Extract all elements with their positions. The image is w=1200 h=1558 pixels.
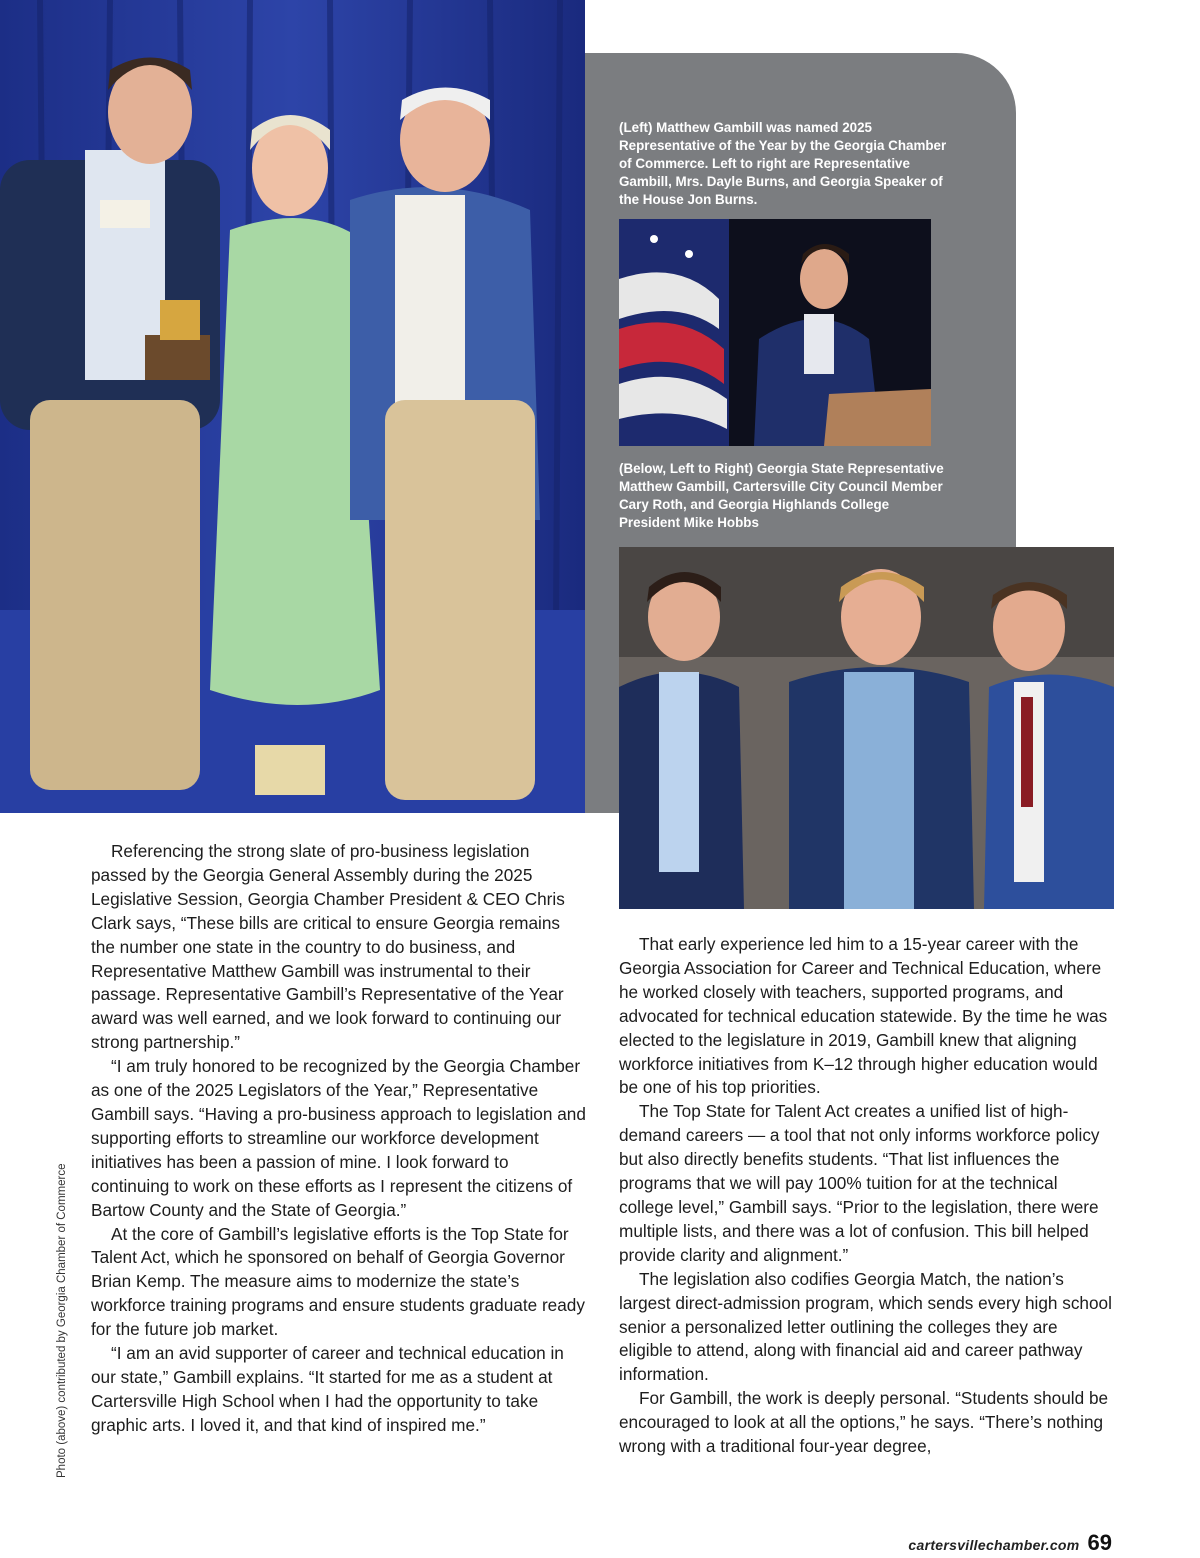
body-column-right xyxy=(619,933,1115,1459)
caption-left: (Left) Matthew Gambill was named 2025 Representative of the Year by the Georgia Chamber of Commerce. Left to right are Representative Gambill, Mrs. Dayle Burns, and Georgia Speaker of the House Jon Burns. xyxy=(619,120,947,207)
award-photo xyxy=(0,0,585,813)
paragraph: The Top State for Talent Act creates a unified list of high-demand careers — a tool that not only informs workforce policy but also directly benefits students. “That list influences the programs that we will pay 100% tuition for at the technical college level,” Gambill says. “Prior to the legislation, there were multiple lists, and there was a lot of confusion. This bill helped provide clarity and alignment.” xyxy=(619,1101,1100,1265)
paragraph: At the core of Gambill’s legislative efforts is the Top State for Talent Act, which he sponsored on behalf of Georgia Governor Brian Kemp. The measure aims to modernize the state’s workforce training programs and ensure students graduate ready for the future job market. xyxy=(91,1223,585,1340)
paragraph: The legislation also codifies Georgia Match, the nation’s largest direct-admission program, which sends every high school senior a personalized letter outlining the colleges they are eligible to attend, along with financial aid and career pathway information. xyxy=(619,1268,1112,1385)
paragraph: “I am an avid supporter of career and technical education in our state,” Gambill explains. “It started for me as a student at Cartersville High School when I had the opportunity to take graphic arts. I loved it, and that kind of inspired me.” xyxy=(91,1343,564,1435)
body-column-left xyxy=(91,840,587,1438)
photo-credit: Photo (above) contributed by Georgia Chamber of Commerce xyxy=(56,1163,68,1478)
website-url[interactable]: cartersvillechamber.com xyxy=(908,1537,1080,1553)
group-photo xyxy=(619,547,1114,909)
paragraph: “I am truly honored to be recognized by the Georgia Chamber as one of the 2025 Legislators of the Year,” Representative Gambill says. “Having a pro-business approach to legislation and supporting efforts to streamline our workforce development initiatives has been a passion of mine. I look forward to continuing to work on these efforts as I represent the citizens of Bartow County and the State of Georgia.” xyxy=(91,1056,586,1220)
podium-photo xyxy=(619,219,931,446)
paragraph: That early experience led him to a 15-year career with the Georgia Association for Career and Technical Education, where he worked closely with teachers, supported programs, and advocated for technical education statewide. By the time he was elected to the legislature in 2019, Gambill knew that aligning workforce initiatives from K–12 through higher education would be one of his top priorities. xyxy=(619,934,1108,1098)
paragraph: For Gambill, the work is deeply personal. “Students should be encouraged to look at all the options,” he says. “There’s nothing wrong with a traditional four-year degree, xyxy=(619,1388,1109,1457)
page-footer xyxy=(908,1530,1112,1556)
caption-below: (Below, Left to Right) Georgia State Representative Matthew Gambill, Cartersville City Council Member Cary Roth, and Georgia Highlands College President Mike Hobbs xyxy=(619,461,944,530)
paragraph: Referencing the strong slate of pro-business legislation passed by the Georgia General Assembly during the 2025 Legislative Session, Georgia Chamber President & CEO Chris Clark says, “These bills are critical to ensure Georgia remains the number one state in the country to do business, and Representative Matthew Gambill was instrumental to their passage. Representative Gambill’s Representative of the Year award was well earned, and we look forward to continuing our strong partnership.” xyxy=(91,841,565,1053)
page-number: 69 xyxy=(1087,1530,1112,1555)
